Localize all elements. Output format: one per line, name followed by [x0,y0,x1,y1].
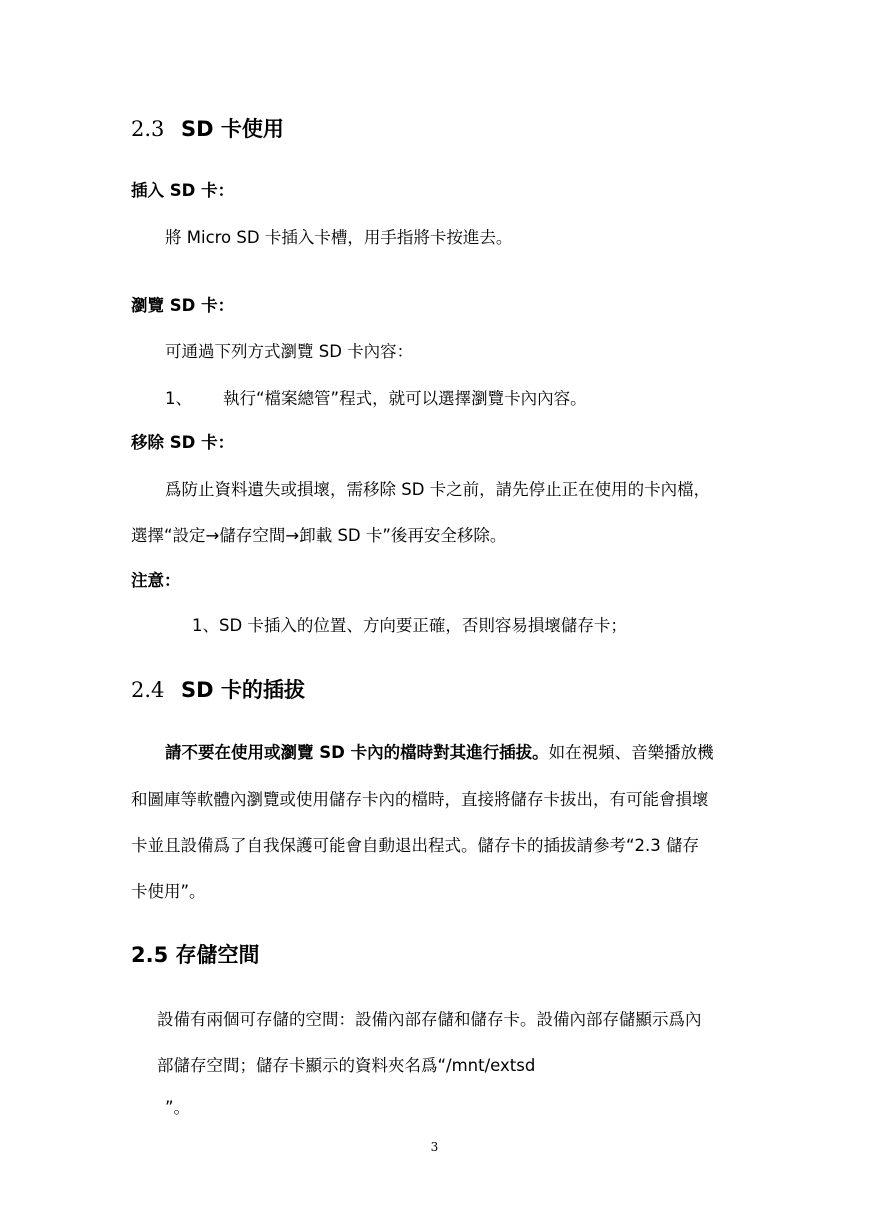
plug-text-line2: 和圖庫等軟體內瀏覽或使用儲存卡內的檔時，直接將儲存卡拔出，有可能會損壞 [131,790,709,809]
plug-text-line1: 請不要在使用或瀏覽 SD 卡內的檔時對其進行插拔。如在視頻、音樂播放機 [165,743,714,762]
note-heading: 注意： [131,571,181,590]
browse-list-item [165,389,587,409]
storage-text-line3: ”。 [165,1098,191,1117]
section-heading-2-3 [131,116,284,142]
remove-heading: 移除 SD 卡： [131,433,235,452]
list-number: 1、 [165,389,192,408]
insert-heading: 插入 SD 卡： [131,181,235,200]
section-title: SD 卡的插拔 [181,678,305,702]
storage-text-line2: 部儲存空間；儲存卡顯示的資料夾名爲“/mnt/extsd [157,1056,536,1075]
bold-warning: 請不要在使用或瀏覽 SD 卡內的檔時對其進行插拔。 [165,743,549,762]
list-text: 執行“檔案總管”程式，就可以選擇瀏覽卡內內容。 [223,389,587,408]
remove-text-line1: 爲防止資料遺失或損壞，需移除 SD 卡之前，請先停止正在使用的卡內檔， [165,480,711,499]
plug-text-line3: 卡並且設備爲了自我保護可能會自動退出程式。儲存卡的插拔請參考“2.3 儲存 [131,836,700,855]
section-heading-2-5 [131,942,260,968]
section-title: SD 卡使用 [181,117,284,141]
browse-intro: 可通過下列方式瀏覽 SD 卡內容： [165,342,414,361]
remove-text-line2: 選擇“設定→儲存空間→卸載 SD 卡”後再安全移除。 [131,526,507,545]
insert-text: 將 Micro SD 卡插入卡槽，用手指將卡按進去。 [165,228,513,247]
plug-text-line4: 卡使用”。 [131,882,206,901]
section-number: 2.4 [131,678,165,702]
note-item: 1、SD 卡插入的位置、方向要正確，否則容易損壞儲存卡； [192,616,627,635]
section-heading-2-4 [131,677,305,703]
storage-text-line1: 設備有兩個可存儲的空間：設備內部存儲和儲存卡。設備內部存儲顯示爲內 [157,1010,702,1029]
browse-heading: 瀏覽 SD 卡： [131,296,235,315]
section-title: 2.5 存儲空間 [131,943,260,967]
page-number: 3 [430,1140,439,1154]
section-number: 2.3 [131,117,165,141]
